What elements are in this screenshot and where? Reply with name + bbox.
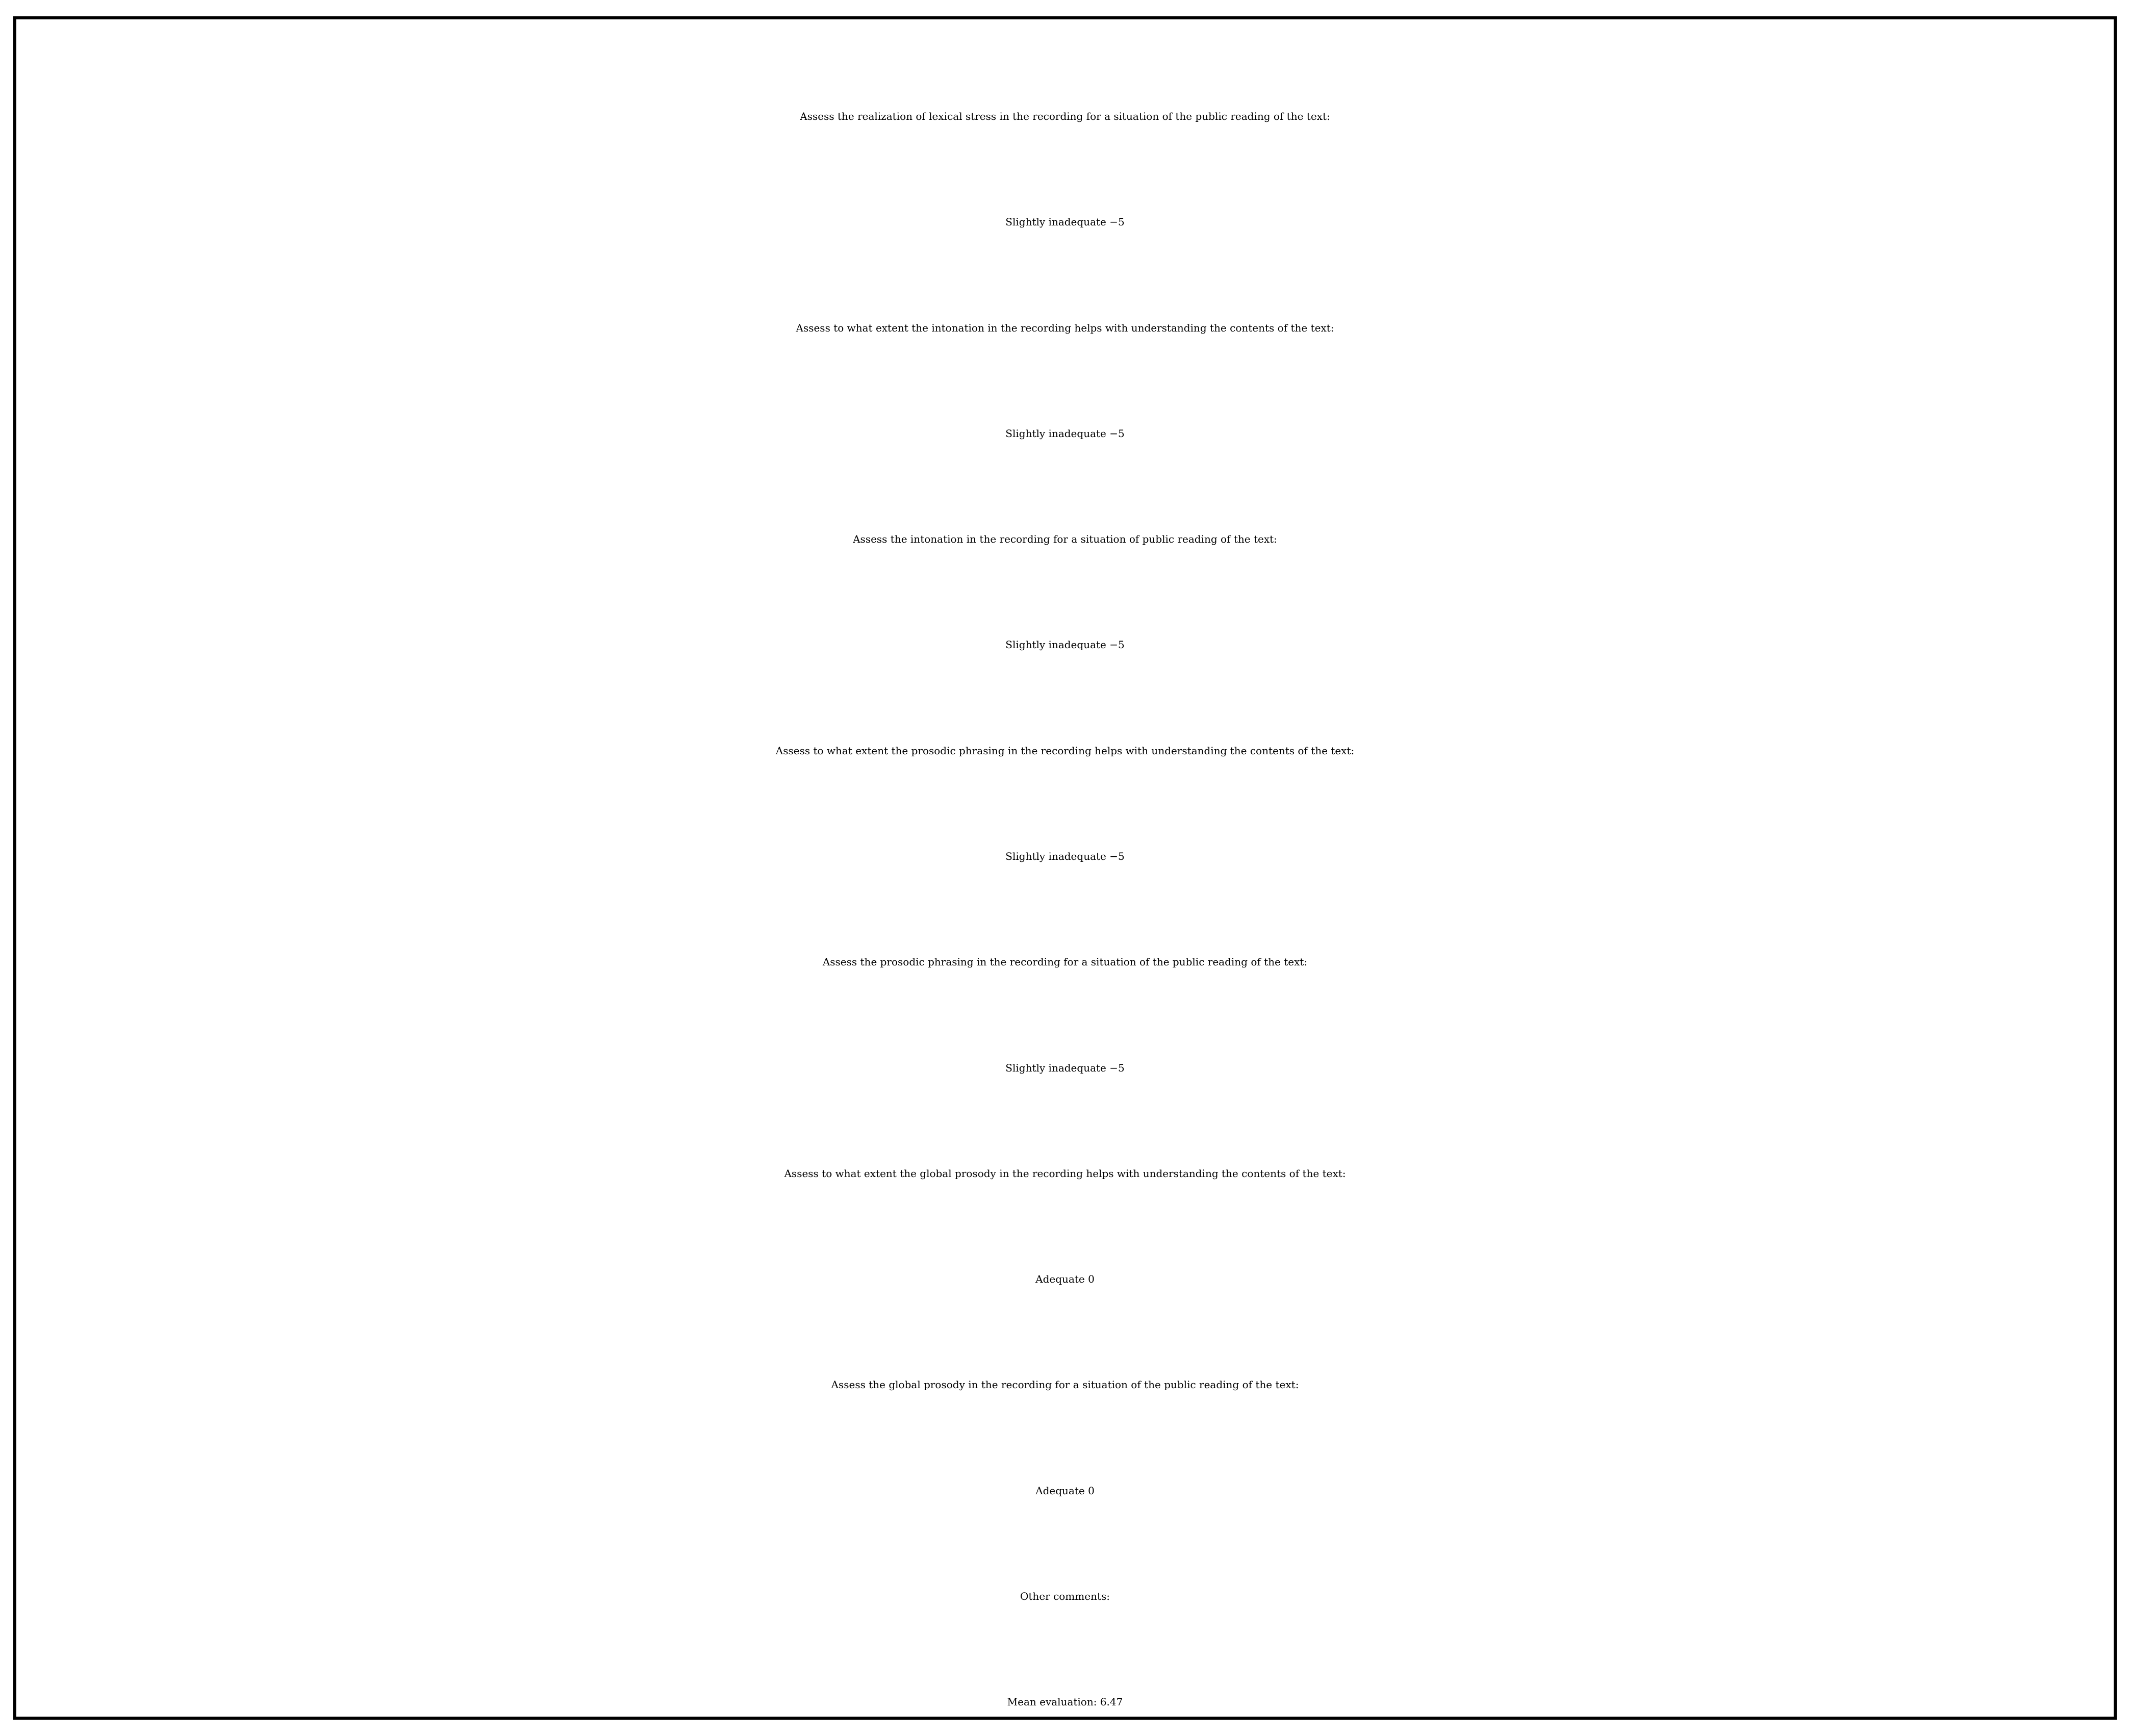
question-4: Assess to what extent the prosodic phrasing in the recording helps with understanding the contents of the text: [775,745,1355,757]
answer-6: Adequate 0 [1035,1273,1095,1285]
mean-evaluation: Mean evaluation: 6.47 [1007,1696,1123,1708]
question-2: Assess to what extent the intonation in the recording helps with understanding the contents of the text: [796,322,1334,334]
answer-2: Slightly inadequate −5 [1005,427,1125,440]
answer-5: Slightly inadequate −5 [1005,1062,1125,1074]
answer-7: Adequate 0 [1035,1485,1095,1497]
evaluation-form-box [13,16,2117,1720]
answer-3: Slightly inadequate −5 [1005,639,1125,651]
question-3: Assess the intonation in the recording for a situation of public reading of the text: [853,533,1277,545]
question-5: Assess the prosodic phrasing in the recording for a situation of the public reading of the text: [822,956,1308,968]
answer-1: Slightly inadequate −5 [1005,216,1125,228]
answer-4: Slightly inadequate −5 [1005,850,1125,862]
question-6: Assess to what extent the global prosody in the recording helps with understanding the contents of the text: [784,1167,1346,1180]
other-comments-label: Other comments: [1020,1590,1110,1602]
question-7: Assess the global prosody in the recording for a situation of the public reading of the text: [831,1378,1299,1391]
question-1: Assess the realization of lexical stress in the recording for a situation of the public reading of the text: [800,110,1330,122]
